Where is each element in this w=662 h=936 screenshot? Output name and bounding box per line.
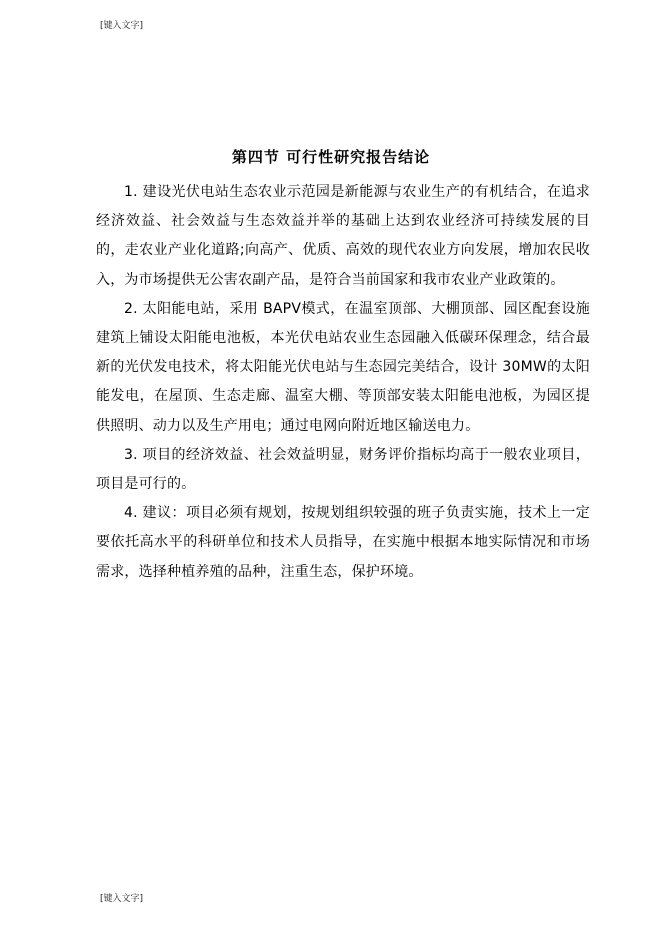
page-header: [键入文字] — [100, 21, 144, 31]
page-footer: [键入文字] — [100, 894, 144, 904]
paragraph-1: 1. 建设光伏电站生态农业示范园是新能源与农业生产的有机结合，在追求经济效益、社会效益与生态效益并举的基础上达到农业经济可持续发展的目的，走农业产业化道路;向高产、优质、高效的现代农业方向发展，增加农民收入，为市场提供无公害农副产品，是符合当前国家和我市农业产业政策的。 — [96, 184, 590, 288]
paragraph-3: 3. 项目的经济效益、社会效益明显，财务评价指标均高于一般农业项目，项目是可行的。 — [96, 446, 590, 493]
body-text — [96, 178, 590, 587]
paragraph-2: 2. 太阳能电站，采用 BAPV模式，在温室顶部、大棚顶部、园区配套设施建筑上铺设太阳能电池板，本光伏电站农业生态园融入低碳环保理念，结合最新的光伏发电技术，将太阳能光伏电站与生态园完美结合，设计 30MW的太阳能发电，在屋顶、生态走廊、温室大棚、等顶部安装太阳能电池板，为园区提供照明、动力以及生产用电；通过电网向附近地区输送电力。 — [96, 300, 590, 434]
paragraph-4: 4. 建议：项目必须有规划，按规划组织较强的班子负责实施，技术上一定要依托高水平的科研单位和技术人员指导，在实施中根据本地实际情况和市场需求，选择种植养殖的品种，注重生态，保护环境。 — [96, 505, 590, 580]
section-title: 第四节 可行性研究报告结论 — [231, 148, 431, 166]
